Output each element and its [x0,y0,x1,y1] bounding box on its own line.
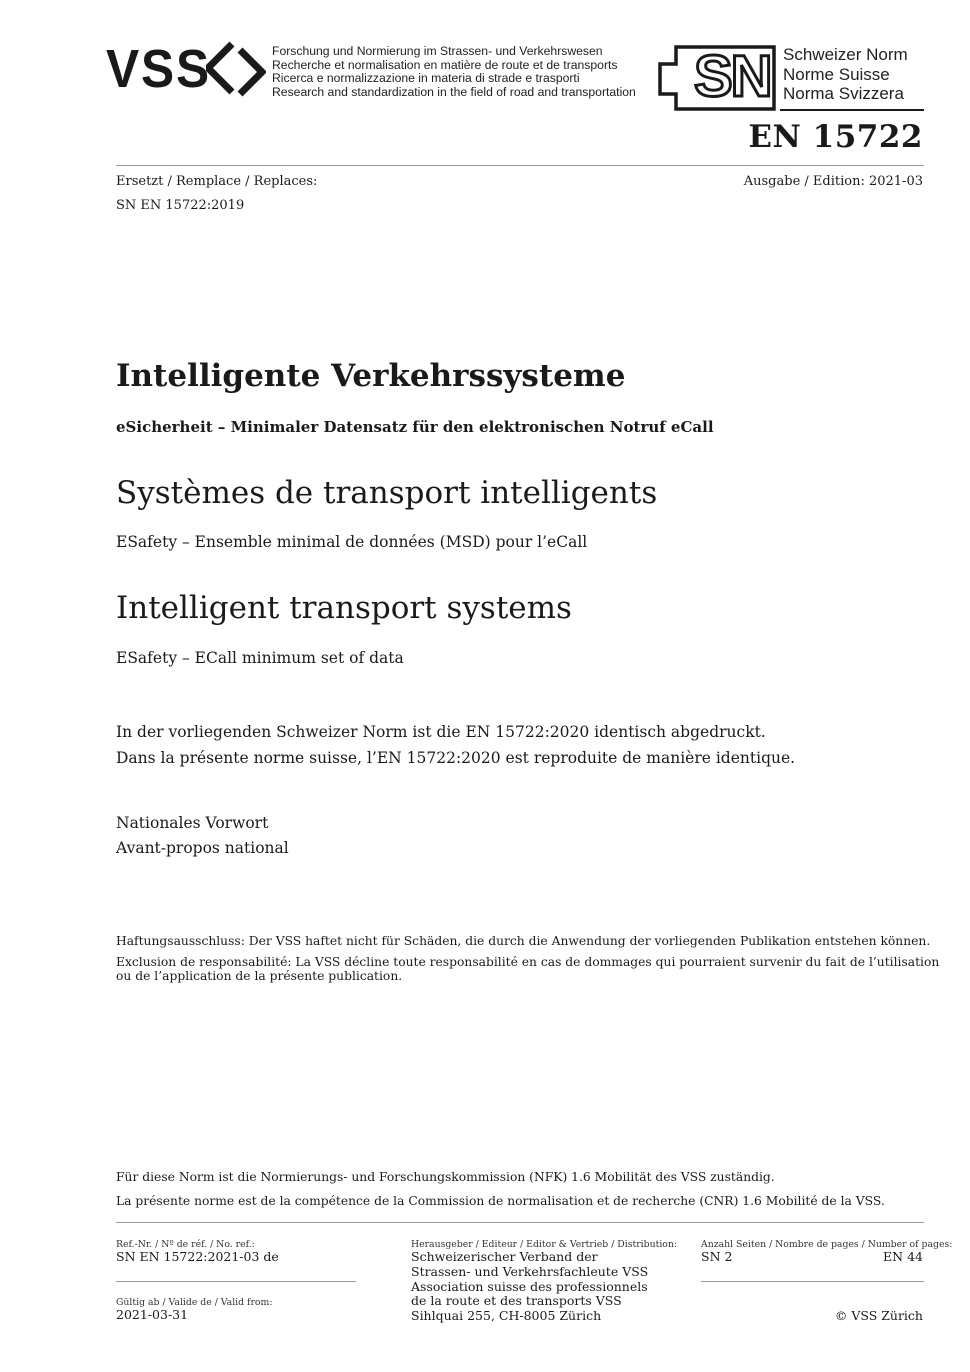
vss-tagline-line: Research and standardization in the field of road and transportation [272,84,636,99]
replaces-label: Ersetzt / Remplace / Replaces: [116,174,318,189]
edition-label: Ausgabe / Edition: 2021-03 [743,174,923,189]
copyright: © VSS Zürich [834,1308,923,1323]
statement-fr: Dans la présente norme suisse, l’EN 15722:2020 est reproduite de manière identique. [116,749,796,767]
valid-value: 2021-03-31 [116,1307,189,1322]
sn-norm-line: Norma Svizzera [783,84,904,103]
title-de: Intelligente Verkehrssysteme [116,358,626,394]
publisher-line: de la route et des transports VSS [411,1293,622,1309]
committee-de: Für diese Norm ist die Normierungs- und Forschungskommission (NFK) 1.6 Mobilität des VSS zuständig. [116,1170,775,1184]
publisher-line: Strassen- und Verkehrsfachleute VSS [411,1263,649,1279]
pages-label: Anzahl Seiten / Nombre de pages / Number of pages: [701,1239,953,1250]
replaces-value: SN EN 15722:2019 [116,198,245,213]
foreword-de: Nationales Vorwort [116,814,269,832]
footer-divider [116,1222,924,1223]
subtitle-fr: ESafety – Ensemble minimal de données (MSD) pour l’eCall [116,533,588,551]
pages-en: EN 44 [883,1249,923,1264]
ref-label: Ref.-Nr. / Nº de réf. / No. ref.: [116,1239,255,1250]
title-en: Intelligent transport systems [116,590,572,626]
vss-logo [106,40,266,102]
standard-number: EN 15722 [748,119,923,155]
disclaimer-fr [116,955,939,983]
sn-norm-lines [783,45,908,104]
vss-tagline-line: Recherche et normalisation en matière de route et de transports [272,57,618,72]
disclaimer-de: Haftungsausschluss: Der VSS haftet nicht für Schäden, die durch die Anwendung der vorliegenden Publikation entstehen können. [116,934,931,948]
vss-tagline-line: Ricerca e normalizzazione in materia di strade e trasporti [272,71,580,86]
vss-logo-text: VSS [106,39,211,99]
disclaimer-fr-line: ou de l’application de la présente publication. [116,969,403,983]
subtitle-de: eSicherheit – Minimaler Datensatz für den elektronischen Notruf eCall [116,418,714,436]
publisher-line: Sihlquai 255, CH-8005 Zürich [411,1308,602,1324]
sn-logo [656,44,778,112]
publisher-label: Herausgeber / Editeur / Editor & Vertrieb / Distribution: [411,1239,678,1250]
footer-col3-divider [701,1281,924,1282]
sn-logo-text: SN [694,44,771,109]
vss-tagline [272,45,652,99]
pages-sn: SN 2 [701,1249,733,1264]
publisher-address [411,1250,648,1324]
header-divider [116,165,924,166]
sn-logo-underline [780,109,924,111]
committee-fr: La présente norme est de la compétence de la Commission de normalisation et de recherche (CNR) 1.6 Mobilité de la VSS. [116,1194,885,1208]
vss-tagline-line: Forschung und Normierung im Strassen- und Verkehrswesen [272,44,603,58]
subtitle-en: ESafety – ECall minimum set of data [116,649,404,667]
vss-chevron-icon [206,40,266,100]
ref-value: SN EN 15722:2021-03 de [116,1249,279,1264]
sn-norm-line: Schweizer Norm [783,45,908,64]
title-fr: Systèmes de transport intelligents [116,475,658,511]
disclaimer-fr-line: Exclusion de responsabilité: La VSS décline toute responsabilité en cas de dommages qui pourraient survenir du fait de l’utilisation [116,955,940,969]
publisher-line: Association suisse des professionnels [411,1278,648,1294]
statement-de: In der vorliegenden Schweizer Norm ist die EN 15722:2020 identisch abgedruckt. [116,723,766,741]
publisher-line: Schweizerischer Verband der [411,1249,598,1264]
footer-col1-divider [116,1281,356,1282]
valid-label: Gültig ab / Valide de / Valid from: [116,1297,273,1308]
foreword-fr: Avant-propos national [116,839,289,857]
sn-norm-line: Norme Suisse [783,64,890,84]
